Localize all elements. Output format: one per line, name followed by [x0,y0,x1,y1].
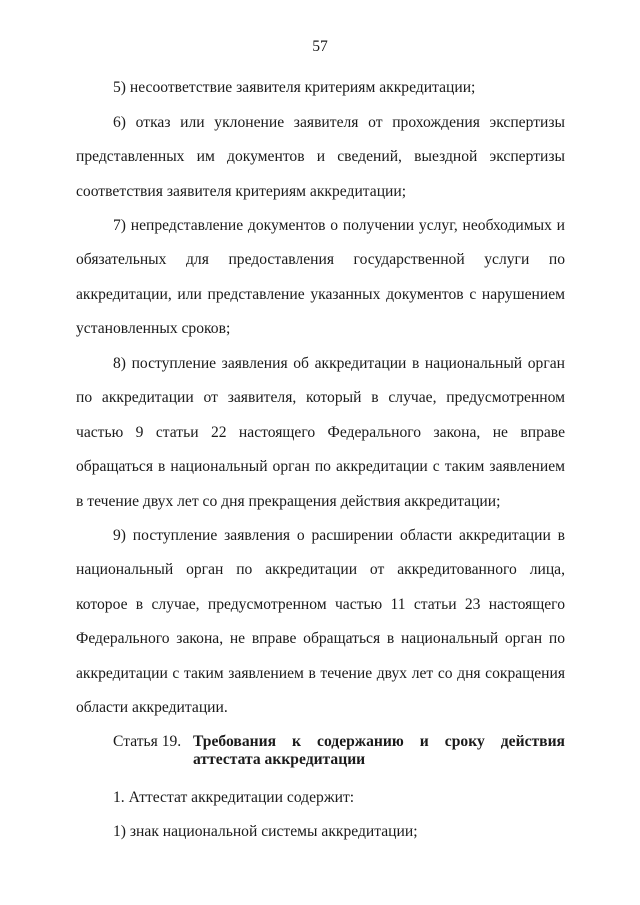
article-title [193,733,565,769]
paragraph-item-7: 7) непредставление документов о получении услуг, необходимых и обязательных для предоставления государственной услуги по аккредитации, или представление указанных документов с нарушением установленных сроков; [76,217,565,338]
paragraph-item-6: 6) отказ или уклонение заявителя от прохождения экспертизы представленных им документов и сведений, выездной экспертизы соответствия заявителя критериям аккредитации; [76,114,565,200]
paragraph-item-8: 8) поступление заявления об аккредитации в национальный орган по аккредитации от заявителя, который в случае, предусмотренном частью 9 статьи 22 настоящего Федерального закона, не вправе обращаться в национальный орган по аккредитации с таким заявлением в течение двух лет со дня прекращения действия аккредитации; [76,355,565,510]
article-number: Статья 19. [113,733,182,750]
clause-1-item-1: 1) знак национальной системы аккредитации; [113,823,418,840]
page-number: 57 [312,38,328,55]
article-title-line-1: Требования к содержанию и сроку действия [193,733,565,750]
article-title-line-2: аттестата аккредитации [193,751,366,768]
clause-1: 1. Аттестат аккредитации содержит: [113,789,355,806]
paragraph-item-5: 5) несоответствие заявителя критериям аккредитации; [113,79,476,96]
paragraph-item-9: 9) поступление заявления о расширении области аккредитации в национальный орган по аккредитации от аккредитованного лица, которое в случае, предусмотренном частью 11 статьи 23 настоящего Федерального закона, не вправе обращаться в национальный орган по аккредитации с таким заявлением в течение двух лет со дня сокращения области аккредитации. [76,527,565,717]
